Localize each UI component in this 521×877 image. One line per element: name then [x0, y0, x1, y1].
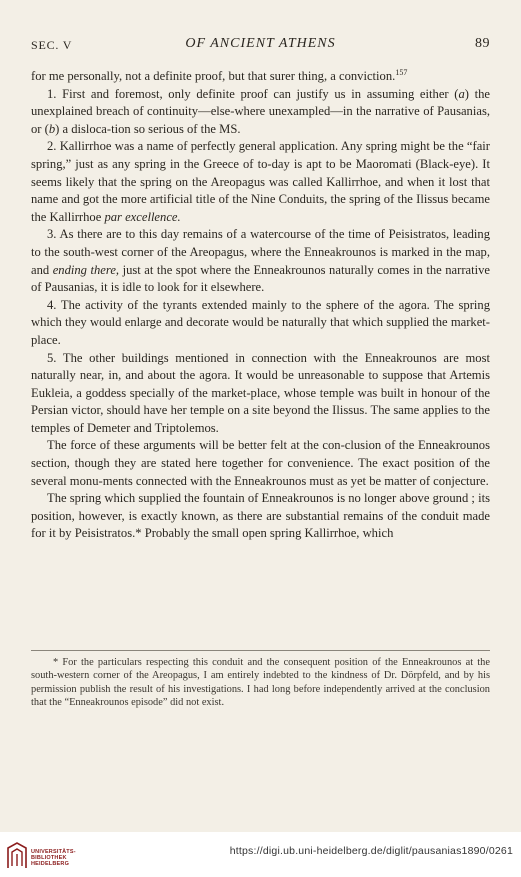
source-url-link[interactable]: https://digi.ub.uni-heidelberg.de/diglit/pausanias1890/0261 — [229, 845, 513, 857]
library-name-line: UNIVERSITÄTS- — [31, 849, 76, 855]
library-name-line: BIBLIOTHEK — [31, 855, 67, 862]
library-name — [31, 849, 76, 868]
italic-text: ending there, — [52, 262, 120, 277]
italic-text: par excellence. — [104, 209, 181, 224]
footnote-text: * For the particulars respecting this conduit and the consequent position of the Enneakrounos at the south-western corner of the Areopagus, I am entirely indebted to the kindness of Dr. Dörpfeld, and by his permission publish the result of his investigations. I had long before independently arrived at the conclusion that the “Enneakrounos episode” did not exist. — [31, 657, 490, 709]
body-paragraph: The force of these arguments will be better felt at the con-clusion of the Enneakrounos section, though they are stated here together for convenience. The exact position of the several monu-ments connected with the Enneakrounos must as yet be matter of conjecture. — [31, 438, 490, 488]
body-paragraph: 5. The other buildings mentioned in connection with the Enneakrounos are most naturally near, in, and about the agora. It would be unreasonable to suppose that Artemis Eukleia, a goddess specially of the market-place, whose temple was built in honour of the Persian victor, should have her temple on a site beyond the Ilissus. The same applies to the temples of Demeter and Triptolemos. — [31, 350, 490, 435]
running-header — [31, 36, 490, 58]
body-paragraph: 4. The activity of the tyrants extended mainly to the sphere of the agora. The spring which they would enlarge and decorate would be naturally that which supplied the market-place. — [31, 297, 490, 347]
body-paragraph: 3. As there are to this day remains of a watercourse of the time of Peisistratos, leading to the south-west corner of the Areopagus, where the Enneakrounos is marked in the map, and ending there, just at the spot where the Enneakrounos naturally comes in the narrative of Pausanias, it is idle to look for it elsewhere. — [31, 227, 490, 295]
page-number: 89 — [475, 36, 490, 51]
body-paragraph: 2. Kallirrhoe was a name of perfectly general application. Any spring might be the “fair spring,” just as any spring in the Greece of to-day is apt to be Maoromati (Black-eye). It seems likely that the spring on the Areopagus was called Kallirrhoe, and when it lost that name and got the more artificial title of the Nine Conduits, the spring of the Ilissus became the Kallirrhoe par excellence. — [31, 139, 490, 224]
running-title: OF ANCIENT ATHENS — [185, 36, 336, 51]
footnote-divider — [31, 650, 490, 651]
body-paragraph: 1. First and foremost, only definite proof can justify us in assuming either (a) the unexplained breach of continuity—else-where unexampled—in the narrative of Pausanias, or (b) a disloca-tion so serious of the MS. — [31, 86, 491, 136]
italic-text: a — [458, 86, 465, 101]
body-paragraph: The spring which supplied the fountain of Enneakrounos is no longer above ground ; its position, however, is exactly known, as there are substantial remains of the conduit made for it by Peisistratos.* Probably the small open spring Kallirrhoe, which — [31, 491, 490, 541]
footnote-reference: 157 — [395, 67, 408, 77]
body-paragraph: for me personally, not a definite proof, but that surer thing, a conviction.$^{157}$ — [31, 67, 408, 83]
body-text — [31, 68, 490, 543]
section-label: SEC. V — [31, 38, 73, 52]
italic-text: b — [48, 121, 56, 136]
heidelberg-library-logo-icon — [6, 842, 28, 870]
library-name-line: HEIDELBERG — [31, 861, 70, 868]
footnote — [31, 656, 490, 710]
